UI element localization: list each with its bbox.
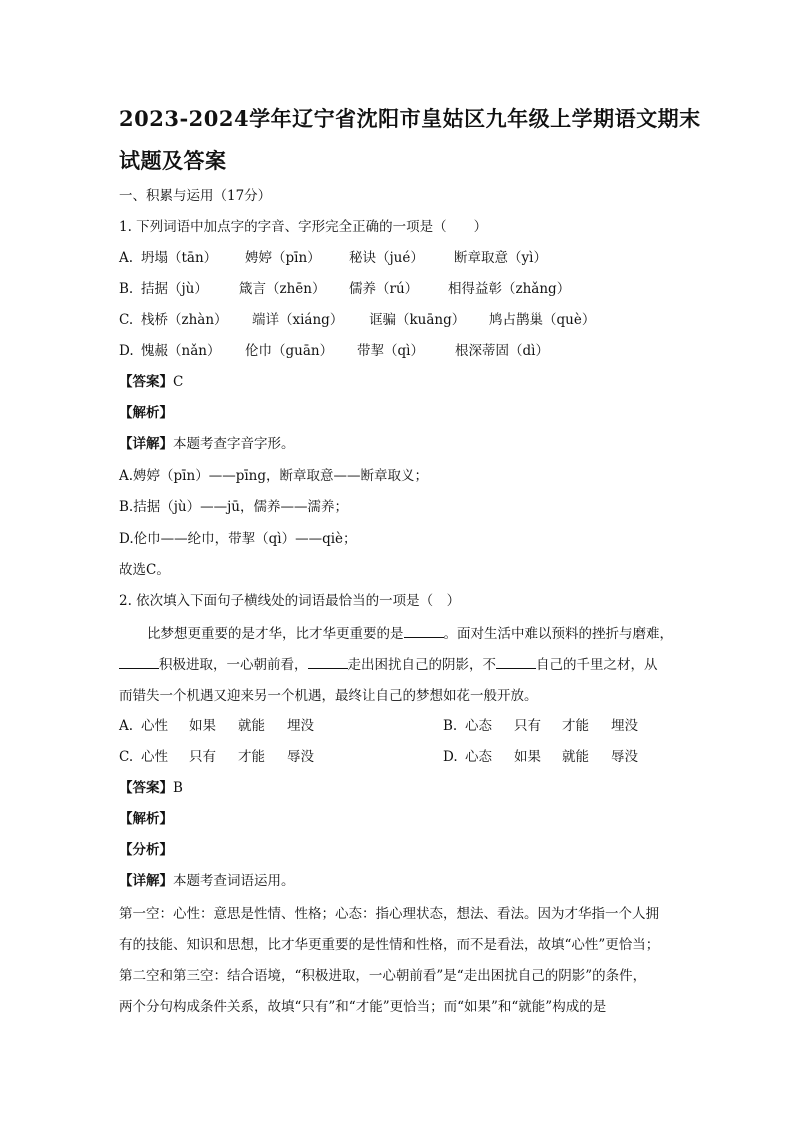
option-item: 心性 xyxy=(141,749,168,765)
option-item: 就能 xyxy=(562,749,589,765)
q1-stem: 1. 下列词语中加点字的字音、字形完全正确的一项是（ ） xyxy=(119,219,488,235)
option-item: 才能 xyxy=(562,718,589,734)
option-item: 辱没 xyxy=(287,749,314,765)
q1-correction-b: B.拮据（jù）——jū，儒养——濡养； xyxy=(119,499,348,515)
option-letter: D. xyxy=(119,343,134,359)
option-item: 如果 xyxy=(189,718,216,734)
option-letter: D. xyxy=(443,749,458,765)
passage-text: 自己的千里之材，从 xyxy=(536,657,658,673)
option-item: 栈桥（zhàn） xyxy=(141,312,228,328)
q2-passage-line-3: 而错失一个机遇又迎来另一个机遇，最终让自己的梦想如花一般开放。 xyxy=(119,688,538,704)
q2-option-a xyxy=(119,716,314,736)
option-item: 就能 xyxy=(238,718,265,734)
option-item: 心态 xyxy=(465,718,492,734)
q2-analysis-tag: 【解析】 xyxy=(119,811,173,827)
q2-option-d xyxy=(443,747,638,767)
option-item: 只有 xyxy=(514,718,541,734)
q1-analysis-tag: 【解析】 xyxy=(119,405,173,421)
q1-option-a xyxy=(119,248,547,268)
q2-option-b xyxy=(443,716,638,736)
q1-detail xyxy=(119,434,295,454)
option-item: 秘诀（jué） xyxy=(349,250,424,266)
option-item: 带挈（qì） xyxy=(357,343,424,359)
detail-text: 本题考查词语运用。 xyxy=(173,873,295,889)
q2-explain-line-1: 第一空：心性：意思是性情、性格；心态：指心理状态，想法、看法。因为才华指一个人拥 xyxy=(119,906,659,922)
option-item: 断章取意（yì） xyxy=(454,250,547,266)
option-letter: B. xyxy=(119,281,134,297)
answer-value: B xyxy=(173,780,183,796)
document-title-line-2: 试题及答案 xyxy=(119,148,227,173)
option-letter: C. xyxy=(119,312,134,328)
q2-stem: 2. 依次填入下面句子横线处的词语最恰当的一项是（ ） xyxy=(119,593,461,609)
option-item: 心态 xyxy=(465,749,492,765)
option-item: 心性 xyxy=(141,718,168,734)
q1-option-c xyxy=(119,310,596,330)
detail-tag: 【详解】 xyxy=(119,873,173,889)
option-item: 坍塌（tān） xyxy=(141,250,218,266)
q1-option-b xyxy=(119,279,571,299)
option-item: 相得益彰（zhǎng） xyxy=(448,281,571,297)
detail-tag: 【详解】 xyxy=(119,436,173,452)
section-heading: 一、积累与运用（17分） xyxy=(119,188,272,204)
passage-text: 比梦想更重要的是才华，比才华更重要的是 xyxy=(147,626,404,642)
fill-blank-4 xyxy=(496,656,536,669)
q2-passage-line-2 xyxy=(119,655,658,675)
option-item: 拮据（jù） xyxy=(141,281,208,297)
q2-explain-line-4: 两个分句构成条件关系，故填“只有”和“才能”更恰当；而“如果”和“就能”构成的是 xyxy=(119,999,607,1015)
q2-explain-line-3: 第二空和第三空：结合语境，“积极进取，一心朝前看”是“走出困扰自己的阴影”的条件， xyxy=(119,968,647,984)
option-item: 埋没 xyxy=(287,718,314,734)
option-item: 伦巾（guān） xyxy=(245,343,334,359)
option-letter: A. xyxy=(119,718,134,734)
option-letter: A. xyxy=(119,250,134,266)
option-item: 娉婷（pīn） xyxy=(245,250,321,266)
option-item: 愧赧（nǎn） xyxy=(141,343,221,359)
answer-value: C xyxy=(173,374,184,390)
q2-detail xyxy=(119,871,295,891)
fill-blank-3 xyxy=(308,656,348,669)
q2-fenxi-tag: 【分析】 xyxy=(119,842,173,858)
q2-explain-line-2: 有的技能、知识和思想，比才华更重要的是性情和性格，而不是看法，故填“心性”更恰当； xyxy=(119,937,660,953)
fill-blank-1 xyxy=(404,625,444,638)
q1-correction-d: D.伦巾——纶巾，带挈（qì）——qiè； xyxy=(119,531,357,547)
option-item: 鸠占鹊巢（què） xyxy=(489,312,596,328)
option-item: 诓骗（kuāng） xyxy=(369,312,466,328)
option-item: 儒养（rú） xyxy=(349,281,419,297)
q1-answer xyxy=(119,372,183,392)
option-item: 端详（xiáng） xyxy=(252,312,344,328)
option-item: 只有 xyxy=(189,749,216,765)
q1-option-d xyxy=(119,341,549,361)
passage-text: 积极进取，一心朝前看， xyxy=(159,657,308,673)
fill-blank-2 xyxy=(119,656,159,669)
option-item: 埋没 xyxy=(611,718,638,734)
answer-tag: 【答案】 xyxy=(119,780,173,796)
option-item: 才能 xyxy=(238,749,265,765)
q2-answer xyxy=(119,778,183,798)
q1-conclusion: 故选C。 xyxy=(119,562,170,578)
passage-text: 。面对生活中难以预料的挫折与磨难， xyxy=(443,626,673,642)
passage-text: 走出困扰自己的阴影，不 xyxy=(347,657,496,673)
option-letter: B. xyxy=(443,718,458,734)
option-item: 箴言（zhēn） xyxy=(239,281,326,297)
document-title-line-1: 2023-2024学年辽宁省沈阳市皇姑区九年级上学期语文期末 xyxy=(119,106,701,131)
q1-correction-a: A.娉婷（pīn）——pīng，断章取意——断章取义； xyxy=(119,468,428,484)
option-item: 如果 xyxy=(514,749,541,765)
option-item: 辱没 xyxy=(611,749,638,765)
detail-text: 本题考查字音字形。 xyxy=(173,436,295,452)
option-letter: C. xyxy=(119,749,134,765)
q2-passage-line-1 xyxy=(147,624,673,644)
option-item: 根深蒂固（dì） xyxy=(455,343,549,359)
q2-option-c xyxy=(119,747,314,767)
answer-tag: 【答案】 xyxy=(119,374,173,390)
